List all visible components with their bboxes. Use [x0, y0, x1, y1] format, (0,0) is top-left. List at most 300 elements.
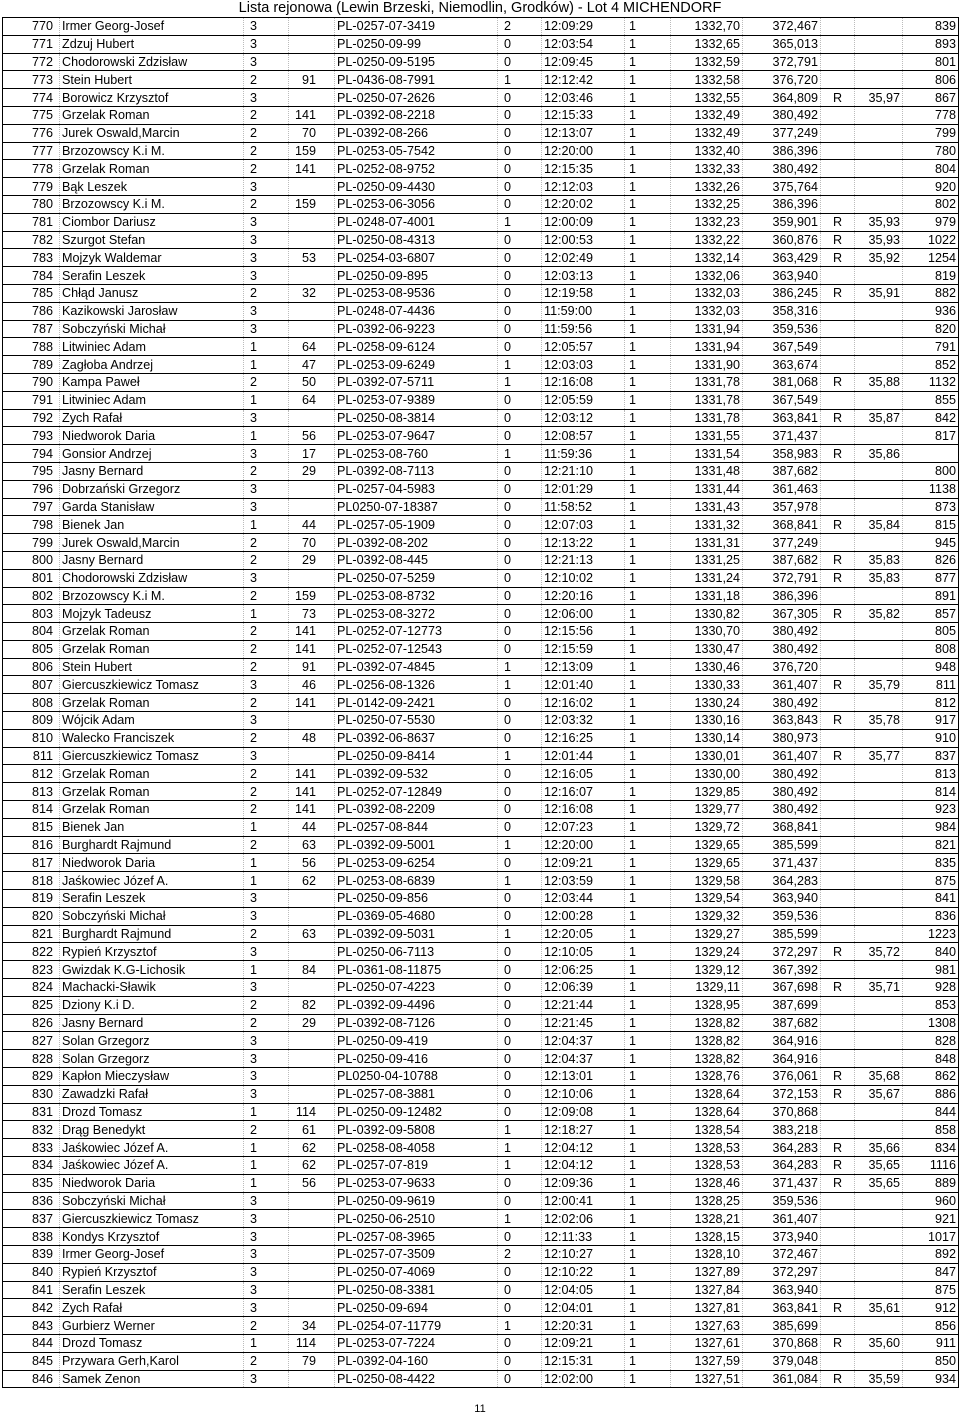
fancier-name-cell: Brzozowscy K.i M. — [60, 587, 244, 605]
coefficient-cell — [855, 267, 903, 285]
fancier-name-cell: Szurgot Stefan — [60, 231, 244, 249]
arrival-time-cell: 12:07:03 — [542, 516, 625, 534]
category-cell: 2 — [244, 1317, 289, 1335]
fancier-name-cell: Drozd Tomasz — [60, 1103, 244, 1121]
table-row — [3, 1103, 959, 1121]
distance-cell: 361,407 — [743, 1210, 821, 1228]
coefficient-cell — [855, 694, 903, 712]
marker-cell — [821, 142, 855, 160]
ring-number-cell: PL-0392-09-532 — [335, 765, 498, 783]
table-row — [3, 925, 959, 943]
speed-cell: 1331,55 — [671, 427, 743, 445]
coefficient-cell: 35,77 — [855, 747, 903, 765]
count-cell: 0 — [498, 729, 542, 747]
arrival-time-cell: 12:10:02 — [542, 569, 625, 587]
distance-cell: 358,316 — [743, 302, 821, 320]
arrival-time-cell: 12:13:22 — [542, 534, 625, 552]
table-row — [3, 53, 959, 71]
row-number-cell: 806 — [3, 658, 60, 676]
marker-cell — [821, 623, 855, 641]
ring-number-cell: PL-0253-08-3272 — [335, 605, 498, 623]
speed-cell: 1330,00 — [671, 765, 743, 783]
arrival-time-cell: 11:59:00 — [542, 302, 625, 320]
section-number-cell: 62 — [289, 872, 335, 890]
marker-cell — [821, 765, 855, 783]
row-number-cell: 833 — [3, 1139, 60, 1157]
row-number-cell: 795 — [3, 462, 60, 480]
fancier-name-cell: Serafin Leszek — [60, 1281, 244, 1299]
flag-cell: 1 — [625, 1103, 671, 1121]
coefficient-cell: 35,60 — [855, 1334, 903, 1352]
table-row — [3, 676, 959, 694]
ring-number-cell: PL-0250-07-4069 — [335, 1263, 498, 1281]
speed-cell: 1331,18 — [671, 587, 743, 605]
table-row — [3, 178, 959, 196]
speed-cell: 1331,43 — [671, 498, 743, 516]
ring-number-cell: PL-0250-07-5530 — [335, 712, 498, 730]
speed-cell: 1332,49 — [671, 106, 743, 124]
flag-cell: 1 — [625, 1352, 671, 1370]
fancier-name-cell: Drozd Tomasz — [60, 1334, 244, 1352]
speed-cell: 1329,72 — [671, 818, 743, 836]
fancier-name-cell: Jurek Oswald,Marcin — [60, 124, 244, 142]
marker-cell — [821, 1228, 855, 1246]
row-number-cell: 828 — [3, 1050, 60, 1068]
ring-number-cell: PL-0250-09-8414 — [335, 747, 498, 765]
count-cell: 0 — [498, 996, 542, 1014]
section-number-cell: 62 — [289, 1139, 335, 1157]
row-number-cell: 839 — [3, 1245, 60, 1263]
arrival-time-cell: 12:20:02 — [542, 195, 625, 213]
row-number-cell: 811 — [3, 747, 60, 765]
category-cell: 3 — [244, 1085, 289, 1103]
coefficient-cell: 35,82 — [855, 605, 903, 623]
results-table — [2, 17, 959, 1388]
category-cell: 3 — [244, 890, 289, 908]
section-number-cell: 82 — [289, 996, 335, 1014]
category-cell: 3 — [244, 1281, 289, 1299]
arrival-time-cell: 12:13:01 — [542, 1068, 625, 1086]
points-cell: 892 — [903, 1245, 959, 1263]
marker-cell: R — [821, 605, 855, 623]
marker-cell — [821, 872, 855, 890]
table-row — [3, 267, 959, 285]
row-number-cell: 807 — [3, 676, 60, 694]
points-cell: 936 — [903, 302, 959, 320]
distance-cell: 364,916 — [743, 1050, 821, 1068]
arrival-time-cell: 12:21:44 — [542, 996, 625, 1014]
coefficient-cell — [855, 1192, 903, 1210]
section-number-cell — [289, 1192, 335, 1210]
arrival-time-cell: 12:09:21 — [542, 1334, 625, 1352]
count-cell: 0 — [498, 1050, 542, 1068]
fancier-name-cell: Machacki-Sławik — [60, 979, 244, 997]
flag-cell: 1 — [625, 195, 671, 213]
coefficient-cell: 35,68 — [855, 1068, 903, 1086]
fancier-name-cell: Sobczyński Michał — [60, 320, 244, 338]
distance-cell: 386,396 — [743, 142, 821, 160]
arrival-time-cell: 12:20:05 — [542, 925, 625, 943]
ring-number-cell: PL-0250-08-3381 — [335, 1281, 498, 1299]
distance-cell: 359,901 — [743, 213, 821, 231]
marker-cell — [821, 1121, 855, 1139]
count-cell: 0 — [498, 1299, 542, 1317]
table-row — [3, 1299, 959, 1317]
ring-number-cell: PL-0253-09-6249 — [335, 356, 498, 374]
row-number-cell: 841 — [3, 1281, 60, 1299]
marker-cell — [821, 836, 855, 854]
arrival-time-cell: 12:03:12 — [542, 409, 625, 427]
arrival-time-cell: 12:09:45 — [542, 53, 625, 71]
ring-number-cell: PL-0250-08-3814 — [335, 409, 498, 427]
marker-cell: R — [821, 373, 855, 391]
distance-cell: 373,940 — [743, 1228, 821, 1246]
speed-cell: 1329,77 — [671, 801, 743, 819]
category-cell: 2 — [244, 160, 289, 178]
row-number-cell: 832 — [3, 1121, 60, 1139]
ring-number-cell: PL-0392-08-7126 — [335, 1014, 498, 1032]
count-cell: 1 — [498, 676, 542, 694]
ring-number-cell: PL-0392-08-445 — [335, 551, 498, 569]
points-cell: 780 — [903, 142, 959, 160]
marker-cell: R — [821, 1139, 855, 1157]
category-cell: 3 — [244, 1299, 289, 1317]
coefficient-cell — [855, 53, 903, 71]
fancier-name-cell: Jasny Bernard — [60, 462, 244, 480]
points-cell: 815 — [903, 516, 959, 534]
flag-cell: 1 — [625, 943, 671, 961]
marker-cell — [821, 160, 855, 178]
marker-cell — [821, 694, 855, 712]
speed-cell: 1328,64 — [671, 1103, 743, 1121]
fancier-name-cell: Samek Zenon — [60, 1370, 244, 1388]
ring-number-cell: PL-0254-03-6807 — [335, 249, 498, 267]
speed-cell: 1331,32 — [671, 516, 743, 534]
section-number-cell: 56 — [289, 854, 335, 872]
table-row — [3, 1334, 959, 1352]
section-number-cell: 32 — [289, 284, 335, 302]
speed-cell: 1328,82 — [671, 1050, 743, 1068]
category-cell: 2 — [244, 658, 289, 676]
flag-cell: 1 — [625, 284, 671, 302]
flag-cell: 1 — [625, 890, 671, 908]
count-cell: 2 — [498, 1245, 542, 1263]
ring-number-cell: PL-0392-04-160 — [335, 1352, 498, 1370]
count-cell: 0 — [498, 178, 542, 196]
ring-number-cell: PL-0253-07-7224 — [335, 1334, 498, 1352]
speed-cell: 1330,01 — [671, 747, 743, 765]
category-cell: 3 — [244, 1210, 289, 1228]
points-cell: 857 — [903, 605, 959, 623]
arrival-time-cell: 12:16:08 — [542, 373, 625, 391]
marker-cell — [821, 1050, 855, 1068]
arrival-time-cell: 12:20:00 — [542, 836, 625, 854]
points-cell: 867 — [903, 89, 959, 107]
marker-cell — [821, 1281, 855, 1299]
section-number-cell: 29 — [289, 1014, 335, 1032]
distance-cell: 372,791 — [743, 53, 821, 71]
marker-cell: R — [821, 445, 855, 463]
arrival-time-cell: 12:03:59 — [542, 872, 625, 890]
page-title: Lista rejonowa (Lewin Brzeski, Niemodlin, Grodków) - Lot 4 MICHENDORF — [238, 0, 722, 16]
row-number-cell: 803 — [3, 605, 60, 623]
row-number-cell: 775 — [3, 106, 60, 124]
ring-number-cell: PL-0250-09-4430 — [335, 178, 498, 196]
count-cell: 0 — [498, 1103, 542, 1121]
distance-cell: 377,249 — [743, 534, 821, 552]
category-cell: 2 — [244, 783, 289, 801]
speed-cell: 1330,33 — [671, 676, 743, 694]
table-row — [3, 765, 959, 783]
table-row — [3, 854, 959, 872]
arrival-time-cell: 12:18:27 — [542, 1121, 625, 1139]
fancier-name-cell: Grzelak Roman — [60, 765, 244, 783]
count-cell: 1 — [498, 71, 542, 89]
distance-cell: 364,283 — [743, 872, 821, 890]
marker-cell — [821, 1103, 855, 1121]
ring-number-cell: PL-0392-08-202 — [335, 534, 498, 552]
flag-cell: 1 — [625, 836, 671, 854]
table-row — [3, 35, 959, 53]
coefficient-cell: 35,87 — [855, 409, 903, 427]
table-row — [3, 801, 959, 819]
arrival-time-cell: 12:02:49 — [542, 249, 625, 267]
distance-cell: 367,305 — [743, 605, 821, 623]
flag-cell: 1 — [625, 818, 671, 836]
section-number-cell: 141 — [289, 106, 335, 124]
row-number-cell: 830 — [3, 1085, 60, 1103]
fancier-name-cell: Brzozowscy K.i M. — [60, 142, 244, 160]
marker-cell: R — [821, 979, 855, 997]
arrival-time-cell: 12:16:05 — [542, 765, 625, 783]
marker-cell — [821, 818, 855, 836]
ring-number-cell: PL-0250-08-4313 — [335, 231, 498, 249]
section-number-cell: 84 — [289, 961, 335, 979]
fancier-name-cell: Grzelak Roman — [60, 106, 244, 124]
table-row — [3, 480, 959, 498]
points-cell: 1132 — [903, 373, 959, 391]
row-number-cell: 796 — [3, 480, 60, 498]
speed-cell: 1332,26 — [671, 178, 743, 196]
row-number-cell: 779 — [3, 178, 60, 196]
flag-cell: 1 — [625, 498, 671, 516]
row-number-cell: 842 — [3, 1299, 60, 1317]
flag-cell: 1 — [625, 231, 671, 249]
marker-cell: R — [821, 747, 855, 765]
flag-cell: 1 — [625, 1245, 671, 1263]
marker-cell: R — [821, 551, 855, 569]
points-cell: 889 — [903, 1174, 959, 1192]
ring-number-cell: PL-0248-07-4001 — [335, 213, 498, 231]
count-cell: 1 — [498, 373, 542, 391]
flag-cell: 1 — [625, 605, 671, 623]
ring-number-cell: PL-0252-07-12849 — [335, 783, 498, 801]
table-row — [3, 320, 959, 338]
category-cell: 3 — [244, 1068, 289, 1086]
section-number-cell — [289, 480, 335, 498]
category-cell: 1 — [244, 1334, 289, 1352]
marker-cell — [821, 1192, 855, 1210]
category-cell: 1 — [244, 1174, 289, 1192]
coefficient-cell — [855, 18, 903, 36]
row-number-cell: 782 — [3, 231, 60, 249]
table-row — [3, 213, 959, 231]
arrival-time-cell: 12:15:35 — [542, 160, 625, 178]
flag-cell: 1 — [625, 267, 671, 285]
marker-cell — [821, 783, 855, 801]
row-number-cell: 843 — [3, 1317, 60, 1335]
flag-cell: 1 — [625, 747, 671, 765]
speed-cell: 1331,25 — [671, 551, 743, 569]
count-cell: 0 — [498, 907, 542, 925]
coefficient-cell — [855, 338, 903, 356]
coefficient-cell — [855, 320, 903, 338]
table-row — [3, 338, 959, 356]
count-cell: 0 — [498, 818, 542, 836]
table-row — [3, 445, 959, 463]
row-number-cell: 778 — [3, 160, 60, 178]
arrival-time-cell: 12:00:28 — [542, 907, 625, 925]
arrival-time-cell: 12:04:12 — [542, 1139, 625, 1157]
points-cell: 799 — [903, 124, 959, 142]
ring-number-cell: PL-0257-08-844 — [335, 818, 498, 836]
coefficient-cell: 35,92 — [855, 249, 903, 267]
count-cell: 0 — [498, 498, 542, 516]
count-cell: 0 — [498, 551, 542, 569]
points-cell: 805 — [903, 623, 959, 641]
category-cell: 1 — [244, 818, 289, 836]
count-cell: 0 — [498, 890, 542, 908]
marker-cell — [821, 890, 855, 908]
ring-number-cell: PL-0253-07-9389 — [335, 391, 498, 409]
count-cell: 0 — [498, 516, 542, 534]
count-cell: 0 — [498, 569, 542, 587]
table-row — [3, 605, 959, 623]
speed-cell: 1327,61 — [671, 1334, 743, 1352]
flag-cell: 1 — [625, 783, 671, 801]
section-number-cell — [289, 1281, 335, 1299]
ring-number-cell: PL-0254-07-11779 — [335, 1317, 498, 1335]
speed-cell: 1332,03 — [671, 284, 743, 302]
coefficient-cell — [855, 1032, 903, 1050]
speed-cell: 1332,65 — [671, 35, 743, 53]
category-cell: 3 — [244, 569, 289, 587]
distance-cell: 376,061 — [743, 1068, 821, 1086]
category-cell: 1 — [244, 391, 289, 409]
distance-cell: 367,698 — [743, 979, 821, 997]
arrival-time-cell: 12:12:42 — [542, 71, 625, 89]
coefficient-cell — [855, 765, 903, 783]
fancier-name-cell: Grzelak Roman — [60, 160, 244, 178]
speed-cell: 1331,90 — [671, 356, 743, 374]
marker-cell: R — [821, 1299, 855, 1317]
row-number-cell: 817 — [3, 854, 60, 872]
coefficient-cell — [855, 925, 903, 943]
points-cell: 984 — [903, 818, 959, 836]
speed-cell: 1329,24 — [671, 943, 743, 961]
marker-cell — [821, 996, 855, 1014]
coefficient-cell: 35,93 — [855, 231, 903, 249]
ring-number-cell: PL0250-04-10788 — [335, 1068, 498, 1086]
flag-cell: 1 — [625, 1068, 671, 1086]
table-row — [3, 587, 959, 605]
count-cell: 0 — [498, 284, 542, 302]
marker-cell — [821, 53, 855, 71]
row-number-cell: 792 — [3, 409, 60, 427]
distance-cell: 370,868 — [743, 1334, 821, 1352]
ring-number-cell: PL-0392-07-4845 — [335, 658, 498, 676]
ring-number-cell: PL-0253-09-6254 — [335, 854, 498, 872]
ring-number-cell: PL-0257-07-3509 — [335, 1245, 498, 1263]
count-cell: 0 — [498, 124, 542, 142]
coefficient-cell — [855, 480, 903, 498]
coefficient-cell — [855, 623, 903, 641]
row-number-cell: 787 — [3, 320, 60, 338]
category-cell: 3 — [244, 1370, 289, 1388]
coefficient-cell — [855, 1014, 903, 1032]
table-row — [3, 356, 959, 374]
row-number-cell: 826 — [3, 1014, 60, 1032]
fancier-name-cell: Bąk Leszek — [60, 178, 244, 196]
section-number-cell — [289, 409, 335, 427]
arrival-time-cell: 12:01:40 — [542, 676, 625, 694]
arrival-time-cell: 12:05:57 — [542, 338, 625, 356]
coefficient-cell — [855, 996, 903, 1014]
ring-number-cell: PL-0250-07-4223 — [335, 979, 498, 997]
ring-number-cell: PL-0250-09-12482 — [335, 1103, 498, 1121]
section-number-cell: 141 — [289, 640, 335, 658]
coefficient-cell — [855, 462, 903, 480]
coefficient-cell: 35,61 — [855, 1299, 903, 1317]
section-number-cell — [289, 35, 335, 53]
category-cell: 3 — [244, 320, 289, 338]
speed-cell: 1332,58 — [671, 71, 743, 89]
distance-cell: 368,841 — [743, 516, 821, 534]
points-cell: 839 — [903, 18, 959, 36]
points-cell: 842 — [903, 409, 959, 427]
marker-cell — [821, 729, 855, 747]
category-cell: 2 — [244, 373, 289, 391]
speed-cell: 1332,03 — [671, 302, 743, 320]
marker-cell: R — [821, 1370, 855, 1388]
row-number-cell: 816 — [3, 836, 60, 854]
distance-cell: 364,916 — [743, 1032, 821, 1050]
table-row — [3, 729, 959, 747]
distance-cell: 380,492 — [743, 640, 821, 658]
flag-cell: 1 — [625, 694, 671, 712]
section-number-cell — [289, 907, 335, 925]
category-cell: 1 — [244, 1139, 289, 1157]
distance-cell: 364,809 — [743, 89, 821, 107]
count-cell: 0 — [498, 1334, 542, 1352]
coefficient-cell: 35,67 — [855, 1085, 903, 1103]
ring-number-cell: PL-0250-06-2510 — [335, 1210, 498, 1228]
ring-number-cell: PL-0392-08-7113 — [335, 462, 498, 480]
flag-cell: 1 — [625, 249, 671, 267]
category-cell: 2 — [244, 996, 289, 1014]
table-row — [3, 979, 959, 997]
ring-number-cell: PL-0253-07-9633 — [335, 1174, 498, 1192]
flag-cell: 1 — [625, 534, 671, 552]
table-row — [3, 961, 959, 979]
points-cell: 811 — [903, 676, 959, 694]
points-cell: 828 — [903, 1032, 959, 1050]
fancier-name-cell: Chodorowski Zdzisław — [60, 569, 244, 587]
points-cell: 1116 — [903, 1157, 959, 1175]
marker-cell — [821, 658, 855, 676]
count-cell: 0 — [498, 640, 542, 658]
flag-cell: 1 — [625, 801, 671, 819]
